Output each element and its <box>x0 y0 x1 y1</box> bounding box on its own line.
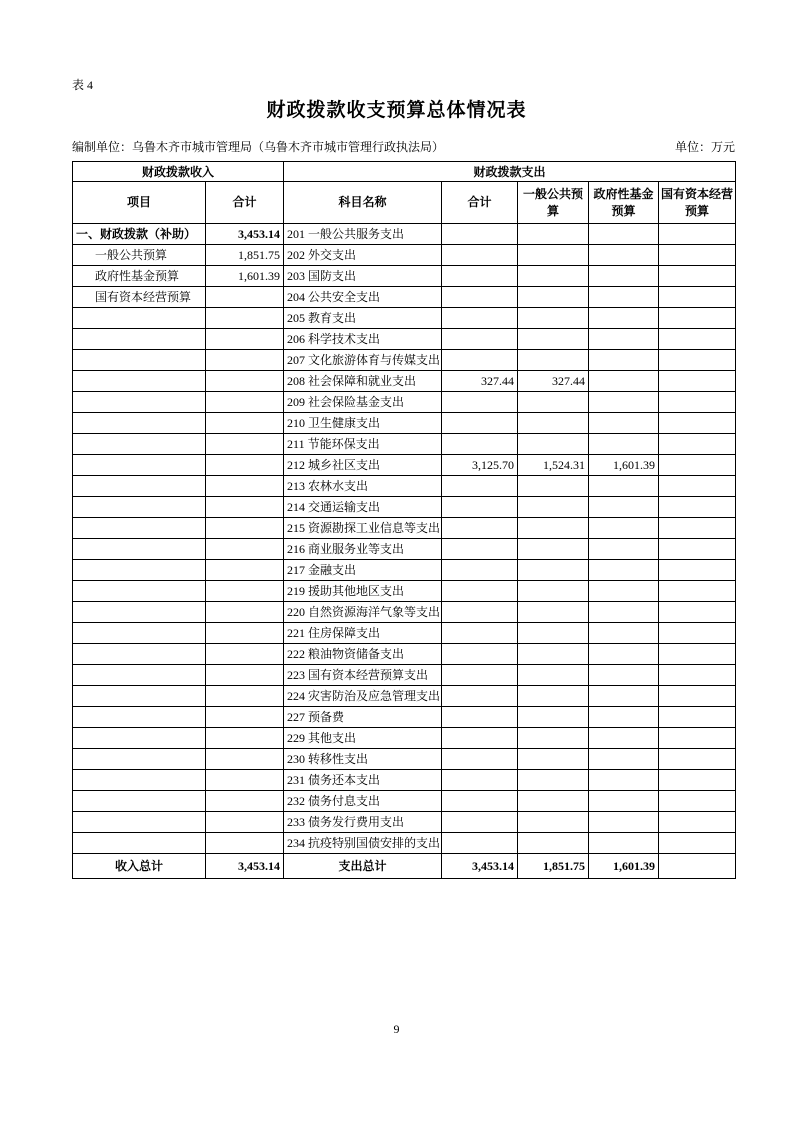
state-capital-total-value <box>659 854 736 879</box>
income-total-value: 3,453.14 <box>206 854 284 879</box>
expense-total-cell <box>442 665 518 686</box>
item-cell <box>73 728 206 749</box>
state-capital-cell <box>659 791 736 812</box>
subject-cell: 202 外交支出 <box>284 245 442 266</box>
expense-total-cell <box>442 392 518 413</box>
income-total-cell: 1,601.39 <box>206 266 284 287</box>
state-capital-cell <box>659 623 736 644</box>
general-public-cell <box>518 728 589 749</box>
gov-fund-cell <box>589 665 659 686</box>
general-public-cell <box>518 329 589 350</box>
table-row <box>73 266 736 287</box>
gov-fund-cell <box>589 224 659 245</box>
general-public-cell <box>518 560 589 581</box>
expense-total-cell <box>442 812 518 833</box>
table-row <box>73 770 736 791</box>
general-public-cell <box>518 308 589 329</box>
item-cell <box>73 581 206 602</box>
subject-cell: 211 节能环保支出 <box>284 434 442 455</box>
item-cell <box>73 518 206 539</box>
table-row <box>73 686 736 707</box>
expense-total-cell <box>442 707 518 728</box>
gov-fund-cell <box>589 476 659 497</box>
column-header-row <box>73 182 736 224</box>
general-public-cell: 1,524.31 <box>518 455 589 476</box>
income-total-cell <box>206 539 284 560</box>
item-cell <box>73 476 206 497</box>
subject-cell: 232 债务付息支出 <box>284 791 442 812</box>
table-row <box>73 833 736 854</box>
income-total-cell <box>206 644 284 665</box>
expense-total-cell <box>442 560 518 581</box>
state-capital-cell <box>659 266 736 287</box>
state-capital-cell <box>659 413 736 434</box>
gov-fund-cell <box>589 812 659 833</box>
gov-fund-cell <box>589 371 659 392</box>
general-public-cell <box>518 791 589 812</box>
expense-total-cell <box>442 287 518 308</box>
subject-cell: 221 住房保障支出 <box>284 623 442 644</box>
gov-fund-cell <box>589 266 659 287</box>
table-row <box>73 413 736 434</box>
gov-fund-cell <box>589 644 659 665</box>
state-capital-cell <box>659 434 736 455</box>
item-cell <box>73 560 206 581</box>
expense-total-cell <box>442 350 518 371</box>
subject-cell: 229 其他支出 <box>284 728 442 749</box>
general-public-cell <box>518 644 589 665</box>
col-header-gov-fund-budget: 政府性基金预算 <box>589 182 659 224</box>
general-public-cell <box>518 518 589 539</box>
state-capital-cell <box>659 245 736 266</box>
item-cell <box>73 665 206 686</box>
expense-total-cell <box>442 791 518 812</box>
income-total-cell <box>206 728 284 749</box>
table-row <box>73 287 736 308</box>
expense-total-cell <box>442 245 518 266</box>
income-total-cell <box>206 791 284 812</box>
state-capital-cell <box>659 329 736 350</box>
gov-fund-cell <box>589 539 659 560</box>
income-total-cell <box>206 665 284 686</box>
item-cell: 一般公共预算 <box>73 245 206 266</box>
general-public-cell <box>518 350 589 371</box>
expense-total-cell <box>442 329 518 350</box>
table-row <box>73 623 736 644</box>
state-capital-cell <box>659 455 736 476</box>
item-cell <box>73 707 206 728</box>
item-cell <box>73 644 206 665</box>
item-cell <box>73 329 206 350</box>
expense-total-cell <box>442 686 518 707</box>
col-header-subject: 科目名称 <box>284 182 442 224</box>
income-total-cell <box>206 623 284 644</box>
subject-cell: 201 一般公共服务支出 <box>284 224 442 245</box>
page-number: 9 <box>393 1022 400 1036</box>
state-capital-cell <box>659 644 736 665</box>
item-cell <box>73 455 206 476</box>
expense-total-cell <box>442 644 518 665</box>
general-public-cell <box>518 665 589 686</box>
general-public-cell <box>518 287 589 308</box>
income-total-cell <box>206 497 284 518</box>
general-public-cell <box>518 413 589 434</box>
table-row <box>73 497 736 518</box>
table-row <box>73 224 736 245</box>
item-cell <box>73 392 206 413</box>
gov-fund-cell <box>589 749 659 770</box>
general-public-cell <box>518 686 589 707</box>
subject-cell: 223 国有资本经营预算支出 <box>284 665 442 686</box>
subject-cell: 224 灾害防治及应急管理支出 <box>284 686 442 707</box>
table-row <box>73 518 736 539</box>
table-row <box>73 644 736 665</box>
general-public-cell <box>518 602 589 623</box>
gov-fund-cell <box>589 308 659 329</box>
table-row <box>73 812 736 833</box>
item-cell <box>73 308 206 329</box>
state-capital-cell <box>659 371 736 392</box>
item-cell <box>73 350 206 371</box>
general-public-cell <box>518 581 589 602</box>
col-header-general-public-budget: 一般公共预算 <box>518 182 589 224</box>
subject-cell: 222 粮油物资储备支出 <box>284 644 442 665</box>
gov-fund-cell <box>589 560 659 581</box>
subject-cell: 213 农林水支出 <box>284 476 442 497</box>
state-capital-cell <box>659 728 736 749</box>
gov-fund-cell <box>589 623 659 644</box>
expense-total-cell <box>442 623 518 644</box>
gov-fund-cell <box>589 602 659 623</box>
gov-fund-cell <box>589 392 659 413</box>
income-total-cell <box>206 392 284 413</box>
income-total-label: 收入总计 <box>73 854 206 879</box>
state-capital-cell <box>659 497 736 518</box>
income-total-cell <box>206 707 284 728</box>
income-total-cell <box>206 476 284 497</box>
gov-fund-cell: 1,601.39 <box>589 455 659 476</box>
item-cell <box>73 812 206 833</box>
total-row <box>73 854 736 879</box>
expense-total-cell <box>442 224 518 245</box>
income-total-cell <box>206 686 284 707</box>
col-header-state-capital-budget: 国有资本经营预算 <box>659 182 736 224</box>
table-row <box>73 728 736 749</box>
item-cell: 国有资本经营预算 <box>73 287 206 308</box>
general-public-total-value: 1,851.75 <box>518 854 589 879</box>
expense-total-label: 支出总计 <box>284 854 442 879</box>
unit-label: 单位：万元 <box>674 140 735 154</box>
income-total-cell <box>206 329 284 350</box>
table-row <box>73 434 736 455</box>
item-cell <box>73 413 206 434</box>
item-cell <box>73 434 206 455</box>
gov-fund-total-value: 1,601.39 <box>589 854 659 879</box>
expense-total-cell: 3,125.70 <box>442 455 518 476</box>
expense-total-cell <box>442 308 518 329</box>
expense-total-value: 3,453.14 <box>442 854 518 879</box>
subject-cell: 234 抗疫特别国债安排的支出 <box>284 833 442 854</box>
subject-cell: 217 金融支出 <box>284 560 442 581</box>
item-cell <box>73 770 206 791</box>
general-public-cell <box>518 707 589 728</box>
subject-cell: 230 转移性支出 <box>284 749 442 770</box>
state-capital-cell <box>659 518 736 539</box>
table-label: 表 4 <box>72 78 94 92</box>
gov-fund-cell <box>589 770 659 791</box>
income-total-cell: 3,453.14 <box>206 224 284 245</box>
subject-cell: 203 国防支出 <box>284 266 442 287</box>
state-capital-cell <box>659 581 736 602</box>
gov-fund-cell <box>589 728 659 749</box>
item-cell <box>73 833 206 854</box>
income-total-cell <box>206 371 284 392</box>
subject-cell: 219 援助其他地区支出 <box>284 581 442 602</box>
gov-fund-cell <box>589 686 659 707</box>
general-public-cell <box>518 833 589 854</box>
budget-table <box>72 161 736 879</box>
prepared-by-label: 编制单位：乌鲁木齐市城市管理局（乌鲁木齐市城市管理行政执法局） <box>72 140 445 154</box>
income-total-cell <box>206 833 284 854</box>
general-public-cell <box>518 497 589 518</box>
general-public-cell: 327.44 <box>518 371 589 392</box>
gov-fund-cell <box>589 707 659 728</box>
subject-cell: 209 社会保险基金支出 <box>284 392 442 413</box>
general-public-cell <box>518 434 589 455</box>
expense-total-cell <box>442 728 518 749</box>
income-total-cell <box>206 770 284 791</box>
table-body <box>73 224 736 854</box>
expense-total-cell <box>442 497 518 518</box>
income-total-cell: 1,851.75 <box>206 245 284 266</box>
state-capital-cell <box>659 665 736 686</box>
item-cell <box>73 791 206 812</box>
gov-fund-cell <box>589 518 659 539</box>
general-public-cell <box>518 623 589 644</box>
expense-total-cell <box>442 413 518 434</box>
expense-group-header: 财政拨款支出 <box>284 162 736 182</box>
income-total-cell <box>206 518 284 539</box>
expense-total-cell: 327.44 <box>442 371 518 392</box>
col-header-income-total: 合计 <box>206 182 284 224</box>
gov-fund-cell <box>589 833 659 854</box>
table-row <box>73 581 736 602</box>
table-row <box>73 791 736 812</box>
table-row <box>73 539 736 560</box>
table-row <box>73 476 736 497</box>
subject-cell: 231 债务还本支出 <box>284 770 442 791</box>
item-cell <box>73 539 206 560</box>
state-capital-cell <box>659 476 736 497</box>
item-cell: 政府性基金预算 <box>73 266 206 287</box>
expense-total-cell <box>442 434 518 455</box>
subject-cell: 214 交通运输支出 <box>284 497 442 518</box>
state-capital-cell <box>659 812 736 833</box>
table-row <box>73 392 736 413</box>
income-total-cell <box>206 812 284 833</box>
item-cell <box>73 497 206 518</box>
item-cell <box>73 749 206 770</box>
item-cell: 一、财政拨款（补助） <box>73 224 206 245</box>
state-capital-cell <box>659 833 736 854</box>
subject-cell: 220 自然资源海洋气象等支出 <box>284 602 442 623</box>
subject-cell: 208 社会保障和就业支出 <box>284 371 442 392</box>
table-row <box>73 455 736 476</box>
subject-cell: 206 科学技术支出 <box>284 329 442 350</box>
subject-cell: 216 商业服务业等支出 <box>284 539 442 560</box>
income-total-cell <box>206 581 284 602</box>
table-row <box>73 245 736 266</box>
item-cell <box>73 623 206 644</box>
table-row <box>73 329 736 350</box>
expense-total-cell <box>442 833 518 854</box>
income-total-cell <box>206 434 284 455</box>
general-public-cell <box>518 476 589 497</box>
state-capital-cell <box>659 686 736 707</box>
table-row <box>73 665 736 686</box>
income-total-cell <box>206 413 284 434</box>
page-title: 财政拨款收支预算总体情况表 <box>266 100 527 121</box>
col-header-expense-total: 合计 <box>442 182 518 224</box>
state-capital-cell <box>659 308 736 329</box>
gov-fund-cell <box>589 245 659 266</box>
item-cell <box>73 686 206 707</box>
expense-total-cell <box>442 581 518 602</box>
general-public-cell <box>518 749 589 770</box>
state-capital-cell <box>659 392 736 413</box>
income-group-header: 财政拨款收入 <box>73 162 284 182</box>
general-public-cell <box>518 812 589 833</box>
expense-total-cell <box>442 266 518 287</box>
group-header-row <box>73 162 736 182</box>
income-total-cell <box>206 602 284 623</box>
general-public-cell <box>518 539 589 560</box>
subject-cell: 204 公共安全支出 <box>284 287 442 308</box>
expense-total-cell <box>442 770 518 791</box>
col-header-item: 项目 <box>73 182 206 224</box>
subject-cell: 227 预备费 <box>284 707 442 728</box>
state-capital-cell <box>659 707 736 728</box>
state-capital-cell <box>659 539 736 560</box>
state-capital-cell <box>659 749 736 770</box>
gov-fund-cell <box>589 497 659 518</box>
item-cell <box>73 602 206 623</box>
table-row <box>73 749 736 770</box>
expense-total-cell <box>442 476 518 497</box>
income-total-cell <box>206 455 284 476</box>
gov-fund-cell <box>589 287 659 308</box>
subject-cell: 207 文化旅游体育与传媒支出 <box>284 350 442 371</box>
subject-cell: 212 城乡社区支出 <box>284 455 442 476</box>
table-row <box>73 707 736 728</box>
expense-total-cell <box>442 749 518 770</box>
table-row <box>73 602 736 623</box>
subject-cell: 215 资源勘探工业信息等支出 <box>284 518 442 539</box>
income-total-cell <box>206 749 284 770</box>
table-row <box>73 350 736 371</box>
table-row <box>73 308 736 329</box>
income-total-cell <box>206 560 284 581</box>
state-capital-cell <box>659 224 736 245</box>
gov-fund-cell <box>589 791 659 812</box>
gov-fund-cell <box>589 413 659 434</box>
table-row <box>73 560 736 581</box>
income-total-cell <box>206 350 284 371</box>
gov-fund-cell <box>589 434 659 455</box>
state-capital-cell <box>659 560 736 581</box>
meta-row <box>72 139 735 155</box>
income-total-cell <box>206 287 284 308</box>
state-capital-cell <box>659 350 736 371</box>
general-public-cell <box>518 224 589 245</box>
item-cell <box>73 371 206 392</box>
expense-total-cell <box>442 518 518 539</box>
gov-fund-cell <box>589 350 659 371</box>
expense-total-cell <box>442 539 518 560</box>
state-capital-cell <box>659 287 736 308</box>
gov-fund-cell <box>589 581 659 602</box>
subject-cell: 205 教育支出 <box>284 308 442 329</box>
general-public-cell <box>518 770 589 791</box>
general-public-cell <box>518 266 589 287</box>
subject-cell: 210 卫生健康支出 <box>284 413 442 434</box>
state-capital-cell <box>659 602 736 623</box>
expense-total-cell <box>442 602 518 623</box>
gov-fund-cell <box>589 329 659 350</box>
general-public-cell <box>518 392 589 413</box>
subject-cell: 233 债务发行费用支出 <box>284 812 442 833</box>
income-total-cell <box>206 308 284 329</box>
general-public-cell <box>518 245 589 266</box>
table-row <box>73 371 736 392</box>
state-capital-cell <box>659 770 736 791</box>
